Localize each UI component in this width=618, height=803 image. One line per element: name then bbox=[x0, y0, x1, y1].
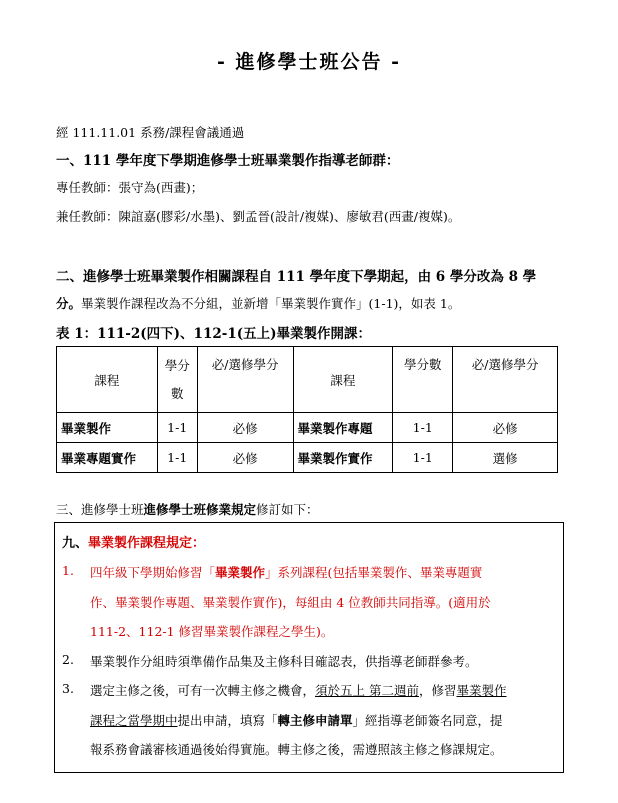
item3-line1-c: ，修習 bbox=[419, 683, 457, 698]
cell-course: 畢業製作 bbox=[57, 413, 158, 443]
header-course2: 課程 bbox=[293, 347, 393, 413]
item3-line2-c: 轉主修申請單 bbox=[277, 713, 353, 728]
section2-line2-rest: 畢業製作課程改為不分組，並新增「畢業製作實作」(1-1)，如表 1。 bbox=[81, 296, 461, 311]
cell-credits: 1-1 bbox=[157, 413, 197, 443]
header-type2: 必/選修學分 bbox=[453, 347, 558, 413]
table-caption: 表 1：111-2(四下)、112-1(五上)畢業製作開課： bbox=[56, 326, 371, 342]
box-heading-num: 九、 bbox=[62, 536, 89, 551]
cell-course: 畢業專題實作 bbox=[57, 443, 158, 473]
section1-heading: 一、111 學年度下學期進修學士班畢業製作指導老師群： bbox=[56, 153, 400, 169]
section3-pre: 三、進修學士班 bbox=[56, 502, 144, 517]
cell-type2: 必修 bbox=[453, 413, 558, 443]
section3-line bbox=[56, 500, 319, 518]
section3-post: 修訂如下： bbox=[256, 502, 319, 517]
item1-line1-c: 」系列課程(包括畢業製作、畢業專題實 bbox=[265, 565, 483, 580]
cell-credits2: 1-1 bbox=[393, 413, 453, 443]
item2-text: 畢業製作分組時須準備作品集及主修科目確認表，供指導老師群參考。 bbox=[90, 654, 478, 669]
cell-course2: 畢業製作實作 bbox=[293, 443, 393, 473]
item3-line3: 報系務會議審核通過後始得實施。轉主修之後，需遵照該主修之修課規定。 bbox=[90, 742, 503, 757]
box-heading-text: 畢業製作課程規定： bbox=[88, 536, 206, 551]
parttime-teachers: 兼任教師：陳誼嘉(膠彩/水墨)、劉孟晉(設計/複媒)、廖敏君(西畫/複媒)。 bbox=[56, 209, 461, 224]
header-credits-line2: 數 bbox=[170, 385, 184, 401]
item3-line1 bbox=[90, 681, 507, 699]
box-heading bbox=[62, 532, 205, 551]
cell-credits2: 1-1 bbox=[393, 443, 453, 473]
item1-line1-b: 畢業製作 bbox=[215, 565, 266, 580]
item3-number: 3. bbox=[62, 681, 74, 696]
cell-type2: 選修 bbox=[453, 443, 558, 473]
item1-line1-a: 四年級下學期始修習「 bbox=[90, 565, 216, 580]
item3-line2-d: 」經指導老師簽名同意，提 bbox=[352, 713, 503, 728]
cell-credits: 1-1 bbox=[157, 443, 197, 473]
course-table bbox=[56, 346, 558, 473]
item3-line2-a: 課程之當學期中 bbox=[90, 713, 178, 728]
table-row bbox=[57, 413, 558, 443]
approval-note: 經 111.11.01 系務/課程會議通過 bbox=[56, 125, 245, 140]
section2-line2-bold: 分。 bbox=[56, 296, 82, 311]
table-row bbox=[57, 443, 558, 473]
table-header-row bbox=[57, 347, 558, 413]
header-credits2: 學分數 bbox=[393, 347, 453, 413]
header-type: 必/選修學分 bbox=[197, 347, 293, 413]
regulation-box bbox=[54, 522, 564, 773]
section3-bold: 進修學士班修業規定 bbox=[143, 502, 257, 517]
fulltime-teacher: 專任教師：張守為(西畫)； bbox=[56, 180, 204, 195]
section2-line1: 二、進修學士班畢業製作相關課程自 111 學年度下學期起，由 6 學分改為 8 學 bbox=[56, 269, 537, 285]
item3-line1-b: 須於五上 第二週前 bbox=[315, 683, 419, 698]
item2-number: 2. bbox=[62, 652, 74, 667]
header-course: 課程 bbox=[57, 347, 158, 413]
section2-line2 bbox=[56, 294, 460, 312]
cell-type: 必修 bbox=[197, 413, 293, 443]
item3-line1-d: 畢業製作 bbox=[456, 683, 507, 698]
item3-line2-b: 提出申請，填寫「 bbox=[177, 713, 278, 728]
item1-line3: 111-2、112-1 修習畢業製作課程之學生)。 bbox=[90, 624, 334, 639]
item1-number: 1. bbox=[62, 563, 74, 578]
cell-course2: 畢業製作專題 bbox=[293, 413, 393, 443]
header-credits bbox=[157, 347, 197, 413]
item1-line1 bbox=[90, 563, 482, 581]
cell-type: 必修 bbox=[197, 443, 293, 473]
item3-line2 bbox=[90, 711, 503, 729]
item3-line1-a: 選定主修之後，可有一次轉主修之機會， bbox=[90, 683, 316, 698]
page-title: - 進修學士班公告 - bbox=[216, 51, 401, 73]
header-credits-line1: 學分 bbox=[164, 357, 190, 373]
item1-line2: 作、畢業製作專題、畢業製作實作)，每組由 4 位教師共同指導。(適用於 bbox=[90, 595, 491, 610]
